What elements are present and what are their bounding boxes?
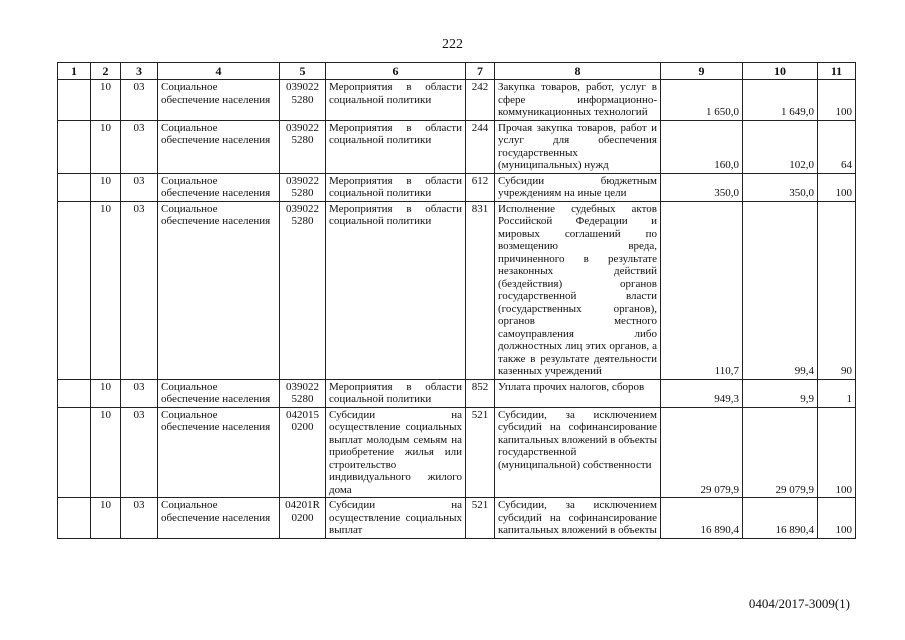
col-header: 8	[495, 63, 661, 80]
section-code: 10	[91, 407, 121, 498]
target-article: 039022 5280	[280, 173, 326, 201]
section-code: 10	[91, 80, 121, 121]
expense-type-name: Субсидии бюджетным учреждениям на иные цели	[495, 173, 661, 201]
row-number	[58, 407, 91, 498]
subsection-code: 03	[121, 498, 158, 539]
header-row	[58, 63, 856, 80]
section-code: 10	[91, 120, 121, 173]
planned-amount: 16 890,4	[661, 498, 743, 539]
col-header: 6	[326, 63, 466, 80]
executed-amount: 16 890,4	[743, 498, 818, 539]
subsection-code: 03	[121, 379, 158, 407]
expense-type-code: 612	[466, 173, 495, 201]
expense-type-code: 852	[466, 379, 495, 407]
subsection-code: 03	[121, 173, 158, 201]
table-row	[58, 173, 856, 201]
article-name: Субсидии на осуществление социальных выплат молодым семьям на приобретение жилья или строительство индивидуального жилого дома	[326, 407, 466, 498]
executed-amount: 99,4	[743, 201, 818, 379]
planned-amount: 949,3	[661, 379, 743, 407]
col-header: 1	[58, 63, 91, 80]
executed-amount: 350,0	[743, 173, 818, 201]
execution-percent: 100	[818, 498, 856, 539]
table-row	[58, 80, 856, 121]
expense-type-code: 831	[466, 201, 495, 379]
section-name: Социальное обеспечение населения	[158, 379, 280, 407]
section-name: Социальное обеспечение населения	[158, 498, 280, 539]
row-number	[58, 201, 91, 379]
row-number	[58, 498, 91, 539]
row-number	[58, 80, 91, 121]
target-article: 04201R 0200	[280, 498, 326, 539]
table-row	[58, 379, 856, 407]
col-header: 7	[466, 63, 495, 80]
executed-amount: 102,0	[743, 120, 818, 173]
execution-percent: 100	[818, 407, 856, 498]
section-name: Социальное обеспечение населения	[158, 407, 280, 498]
target-article: 039022 5280	[280, 201, 326, 379]
document-code: 0404/2017-3009(1)	[748, 596, 850, 611]
execution-percent: 100	[818, 80, 856, 121]
col-header: 4	[158, 63, 280, 80]
subsection-code: 03	[121, 407, 158, 498]
article-name: Мероприятия в области социальной политики	[326, 173, 466, 201]
section-name: Социальное обеспечение населения	[158, 201, 280, 379]
expense-type-name: Исполнение судебных актов Российской Федерации и мировых соглашений по возмещению вреда, причиненного в результате незаконных действий (бездействия) органов государственной власти (государственных органов), органов местного самоуправления либо должностных лиц этих органов, а также в результате деятельности казенных учреждений	[495, 201, 661, 379]
row-number	[58, 120, 91, 173]
article-name: Мероприятия в области социальной политики	[326, 120, 466, 173]
planned-amount: 110,7	[661, 201, 743, 379]
planned-amount: 1 650,0	[661, 80, 743, 121]
section-name: Социальное обеспечение населения	[158, 173, 280, 201]
execution-percent: 1	[818, 379, 856, 407]
col-header: 2	[91, 63, 121, 80]
planned-amount: 29 079,9	[661, 407, 743, 498]
article-name: Мероприятия в области социальной политики	[326, 201, 466, 379]
budget-table	[57, 62, 856, 539]
expense-type-code: 521	[466, 407, 495, 498]
subsection-code: 03	[121, 120, 158, 173]
expense-type-name: Уплата прочих налогов, сборов	[495, 379, 661, 407]
table-row	[58, 407, 856, 498]
section-code: 10	[91, 201, 121, 379]
execution-percent: 100	[818, 173, 856, 201]
target-article: 039022 5280	[280, 379, 326, 407]
col-header: 9	[661, 63, 743, 80]
executed-amount: 9,9	[743, 379, 818, 407]
table-row	[58, 120, 856, 173]
section-code: 10	[91, 498, 121, 539]
col-header: 11	[818, 63, 856, 80]
expense-type-code: 244	[466, 120, 495, 173]
planned-amount: 160,0	[661, 120, 743, 173]
row-number	[58, 379, 91, 407]
article-name: Субсидии на осуществление социальных выплат	[326, 498, 466, 539]
section-name: Социальное обеспечение населения	[158, 80, 280, 121]
target-article: 039022 5280	[280, 120, 326, 173]
execution-percent: 64	[818, 120, 856, 173]
col-header: 5	[280, 63, 326, 80]
table-row	[58, 201, 856, 379]
subsection-code: 03	[121, 80, 158, 121]
page-number: 222	[442, 37, 463, 52]
executed-amount: 1 649,0	[743, 80, 818, 121]
col-header: 10	[743, 63, 818, 80]
article-name: Мероприятия в области социальной политики	[326, 80, 466, 121]
expense-type-name: Закупка товаров, работ, услуг в сфере информационно-коммуникационных технологий	[495, 80, 661, 121]
target-article: 042015 0200	[280, 407, 326, 498]
col-header: 3	[121, 63, 158, 80]
article-name: Мероприятия в области социальной политики	[326, 379, 466, 407]
expense-type-name: Субсидии, за исключением субсидий на софинансирование капитальных вложений в объекты государственной (муниципальной) собственности	[495, 407, 661, 498]
table-row	[58, 498, 856, 539]
expense-type-code: 521	[466, 498, 495, 539]
expense-type-name: Субсидии, за исключением субсидий на софинансирование капитальных вложений в объекты	[495, 498, 661, 539]
target-article: 039022 5280	[280, 80, 326, 121]
executed-amount: 29 079,9	[743, 407, 818, 498]
section-code: 10	[91, 173, 121, 201]
planned-amount: 350,0	[661, 173, 743, 201]
row-number	[58, 173, 91, 201]
expense-type-code: 242	[466, 80, 495, 121]
execution-percent: 90	[818, 201, 856, 379]
expense-type-name: Прочая закупка товаров, работ и услуг для обеспечения государственных (муниципальных) нужд	[495, 120, 661, 173]
subsection-code: 03	[121, 201, 158, 379]
section-name: Социальное обеспечение населения	[158, 120, 280, 173]
section-code: 10	[91, 379, 121, 407]
